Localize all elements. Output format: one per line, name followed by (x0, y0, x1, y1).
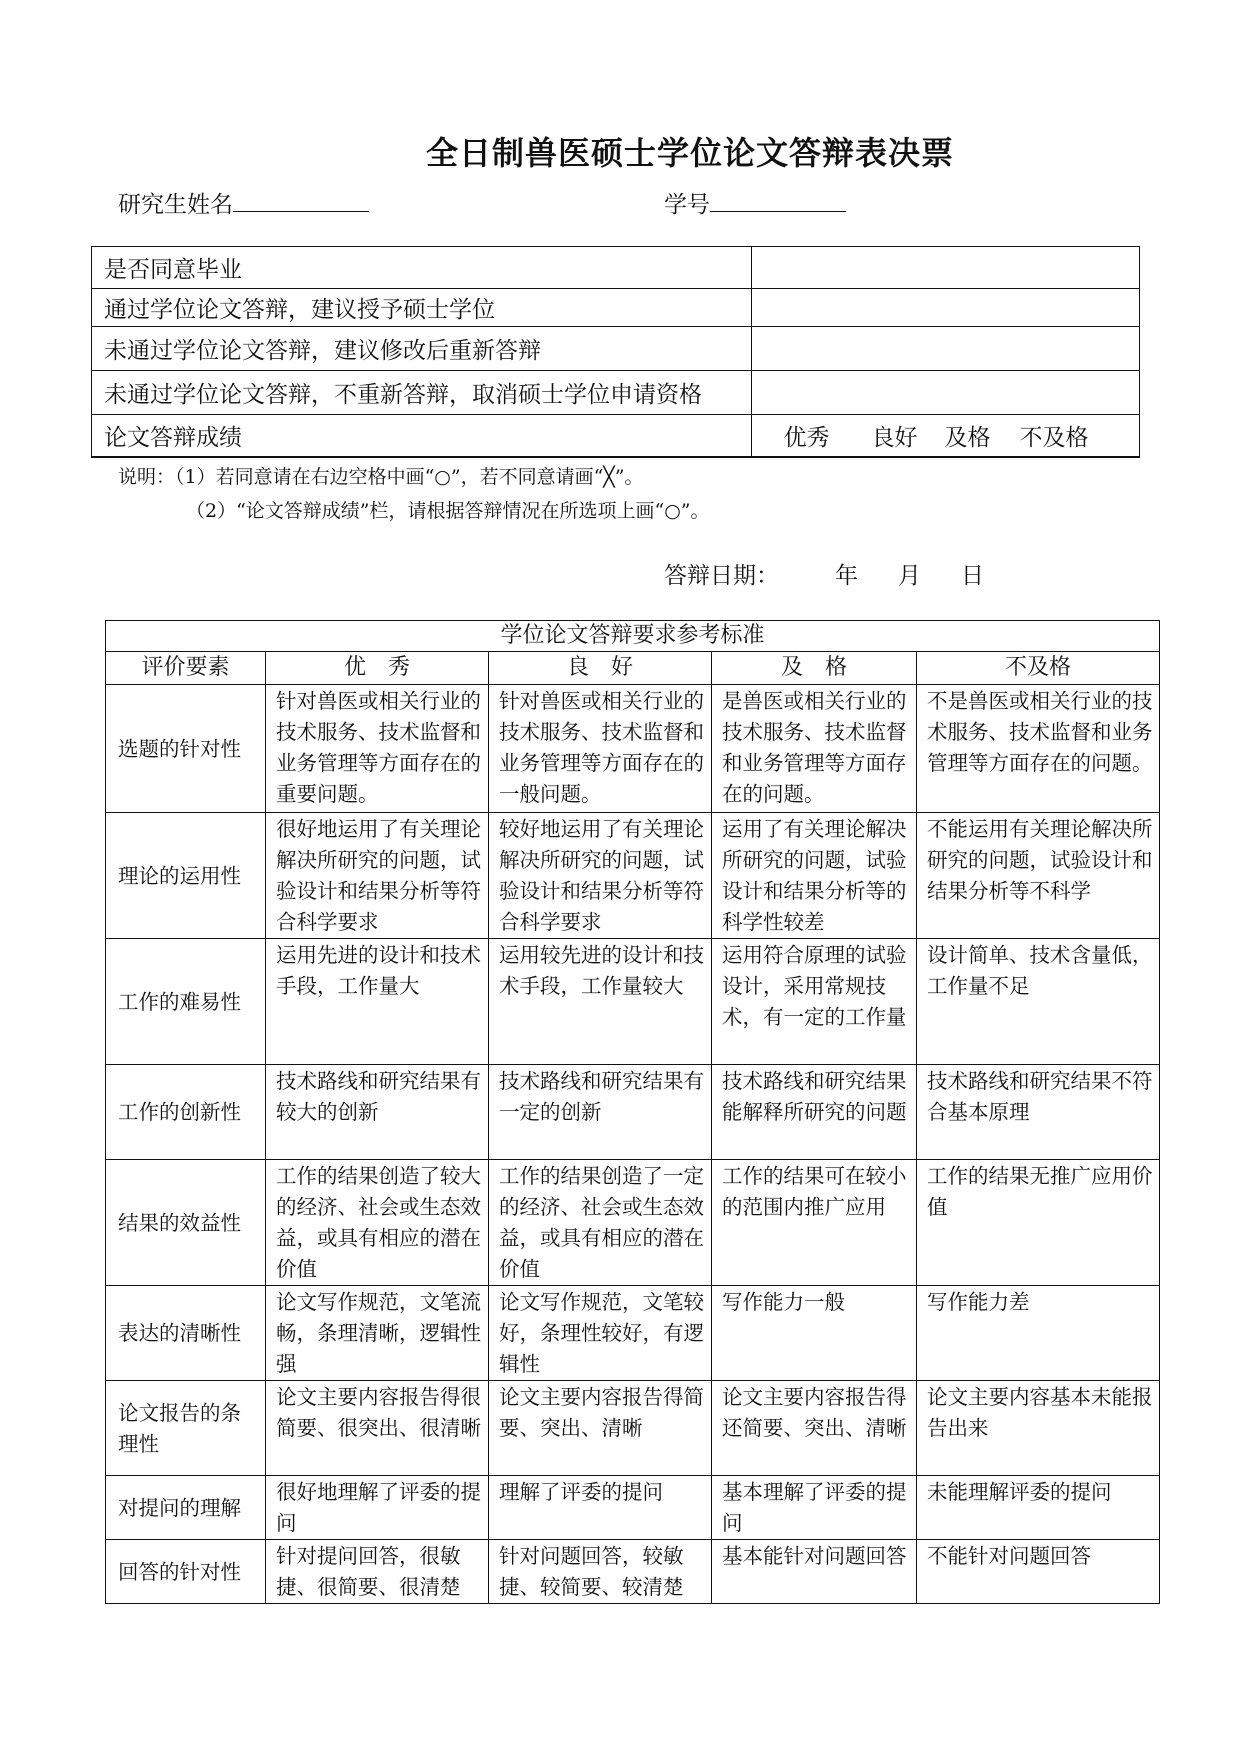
vote-question: 未通过学位论文答辩，不重新答辩，取消硕士学位申请资格 (92, 371, 752, 415)
date-day: 日 (961, 563, 984, 589)
criteria-caption: 学位论文答辩要求参考标准 (106, 621, 1160, 652)
date-label: 答辩日期： (664, 563, 779, 589)
criteria-cell: 很好地运用了有关理论解决所研究的问题，试验设计和结果分析等符合科学要求 (266, 813, 489, 939)
criteria-cell: 未能理解评委的提问 (917, 1476, 1160, 1540)
grade-options (751, 415, 1139, 457)
document-title: 全日制兽医硕士学位论文答辩表决票 (425, 134, 954, 172)
criteria-cell: 运用符合原理的试验设计，采用常规技术，有一定的工作量 (712, 939, 917, 1065)
criteria-cell: 技术路线和研究结果有较大的创新 (266, 1065, 489, 1160)
student-name-field (118, 186, 369, 219)
criteria-cell: 论文主要内容基本未能报告出来 (917, 1381, 1160, 1476)
vote-answer-cell[interactable] (751, 289, 1139, 327)
criteria-header: 优 秀 (266, 652, 489, 685)
criteria-cell: 理解了评委的提问 (489, 1476, 712, 1540)
grade-option-excellent[interactable]: 优秀 (783, 424, 830, 451)
criteria-cell: 工作的结果无推广应用价值 (917, 1160, 1160, 1286)
vote-question: 未通过学位论文答辩，建议修改后重新答辩 (92, 327, 752, 371)
criteria-cell: 论文主要内容报告得还简要、突出、清晰 (712, 1381, 917, 1476)
criteria-cell: 技术路线和研究结果能解释所研究的问题 (712, 1065, 917, 1160)
grade-option-good[interactable]: 良好 (871, 424, 918, 451)
criteria-header: 不及格 (917, 652, 1160, 685)
student-name-blank[interactable] (233, 189, 369, 212)
vote-table (91, 246, 1140, 458)
criteria-cell: 针对问题回答，较敏捷、较简要、较清楚 (489, 1540, 712, 1604)
criteria-cell: 运用了有关理论解决所研究的问题，试验设计和结果分析等的科学性较差 (712, 813, 917, 939)
criteria-cell: 基本能针对问题回答 (712, 1540, 917, 1604)
criteria-cell: 不是兽医或相关行业的技术服务、技术监督和业务管理等方面存在的问题。 (917, 685, 1160, 813)
criteria-cell: 运用先进的设计和技术手段，工作量大 (266, 939, 489, 1065)
date-month: 月 (898, 563, 921, 589)
criteria-cell: 技术路线和研究结果不符合基本原理 (917, 1065, 1160, 1160)
criteria-cell: 针对兽医或相关行业的技术服务、技术监督和业务管理等方面存在的重要问题。 (266, 685, 489, 813)
criteria-cell: 写作能力一般 (712, 1286, 917, 1381)
student-id-blank[interactable] (710, 189, 846, 212)
criteria-cell: 基本理解了评委的提问 (712, 1476, 917, 1540)
vote-answer-cell[interactable] (751, 371, 1139, 415)
criteria-cell: 是兽医或相关行业的技术服务、技术监督和业务管理等方面存在的问题。 (712, 685, 917, 813)
defense-date (664, 557, 984, 590)
note-line-1: 说明：（1）若同意请在右边空格中画“○”，若不同意请画“╳”。 (118, 466, 644, 488)
criteria-cell: 论文写作规范，文笔较好，条理性较好，有逻辑性 (489, 1286, 712, 1381)
student-name-label: 研究生姓名 (118, 192, 233, 218)
vote-question: 通过学位论文答辩，建议授予硕士学位 (92, 289, 752, 327)
vote-question: 是否同意毕业 (92, 247, 752, 289)
vote-answer-cell[interactable] (751, 247, 1139, 289)
criteria-header: 评价要素 (106, 652, 266, 685)
criteria-factor: 工作的难易性 (106, 939, 266, 1065)
criteria-factor: 工作的创新性 (106, 1065, 266, 1160)
criteria-header: 良 好 (489, 652, 712, 685)
criteria-cell: 针对兽医或相关行业的技术服务、技术监督和业务管理等方面存在的一般问题。 (489, 685, 712, 813)
criteria-cell: 不能运用有关理论解决所研究的问题，试验设计和结果分析等不科学 (917, 813, 1160, 939)
criteria-cell: 论文主要内容报告得简要、突出、清晰 (489, 1381, 712, 1476)
date-year: 年 (835, 563, 858, 589)
criteria-factor: 结果的效益性 (106, 1160, 266, 1286)
criteria-header: 及 格 (712, 652, 917, 685)
criteria-factor: 表达的清晰性 (106, 1286, 266, 1381)
student-id-label: 学号 (664, 192, 710, 218)
criteria-cell: 工作的结果创造了一定的经济、社会或生态效益，或具有相应的潜在价值 (489, 1160, 712, 1286)
vote-answer-cell[interactable] (751, 327, 1139, 371)
grade-row-label: 论文答辩成绩 (92, 415, 752, 457)
criteria-factor: 选题的针对性 (106, 685, 266, 813)
criteria-cell: 论文主要内容报告得很简要、很突出、很清晰 (266, 1381, 489, 1476)
criteria-factor: 对提问的理解 (106, 1476, 266, 1540)
criteria-factor: 回答的针对性 (106, 1540, 266, 1604)
criteria-cell: 较好地运用了有关理论解决所研究的问题，试验设计和结果分析等符合科学要求 (489, 813, 712, 939)
criteria-cell: 工作的结果可在较小的范围内推广应用 (712, 1160, 917, 1286)
criteria-cell: 针对提问回答，很敏捷、很简要、很清楚 (266, 1540, 489, 1604)
criteria-cell: 设计简单、技术含量低，工作量不足 (917, 939, 1160, 1065)
criteria-cell: 写作能力差 (917, 1286, 1160, 1381)
criteria-table (105, 620, 1160, 1604)
criteria-cell: 技术路线和研究结果有一定的创新 (489, 1065, 712, 1160)
criteria-cell: 论文写作规范，文笔流畅，条理清晰，逻辑性强 (266, 1286, 489, 1381)
grade-option-fail[interactable]: 不及格 (1019, 424, 1089, 451)
criteria-cell: 很好地理解了评委的提问 (266, 1476, 489, 1540)
criteria-cell: 不能针对问题回答 (917, 1540, 1160, 1604)
criteria-factor: 理论的运用性 (106, 813, 266, 939)
criteria-cell: 运用较先进的设计和技术手段，工作量较大 (489, 939, 712, 1065)
criteria-cell: 工作的结果创造了较大的经济、社会或生态效益，或具有相应的潜在价值 (266, 1160, 489, 1286)
criteria-factor: 论文报告的条理性 (106, 1381, 266, 1476)
note-line-2: （2）“论文答辩成绩”栏，请根据答辩情况在所选项上画“○”。 (186, 500, 710, 522)
grade-option-pass[interactable]: 及格 (944, 424, 991, 451)
student-id-field (664, 186, 846, 219)
